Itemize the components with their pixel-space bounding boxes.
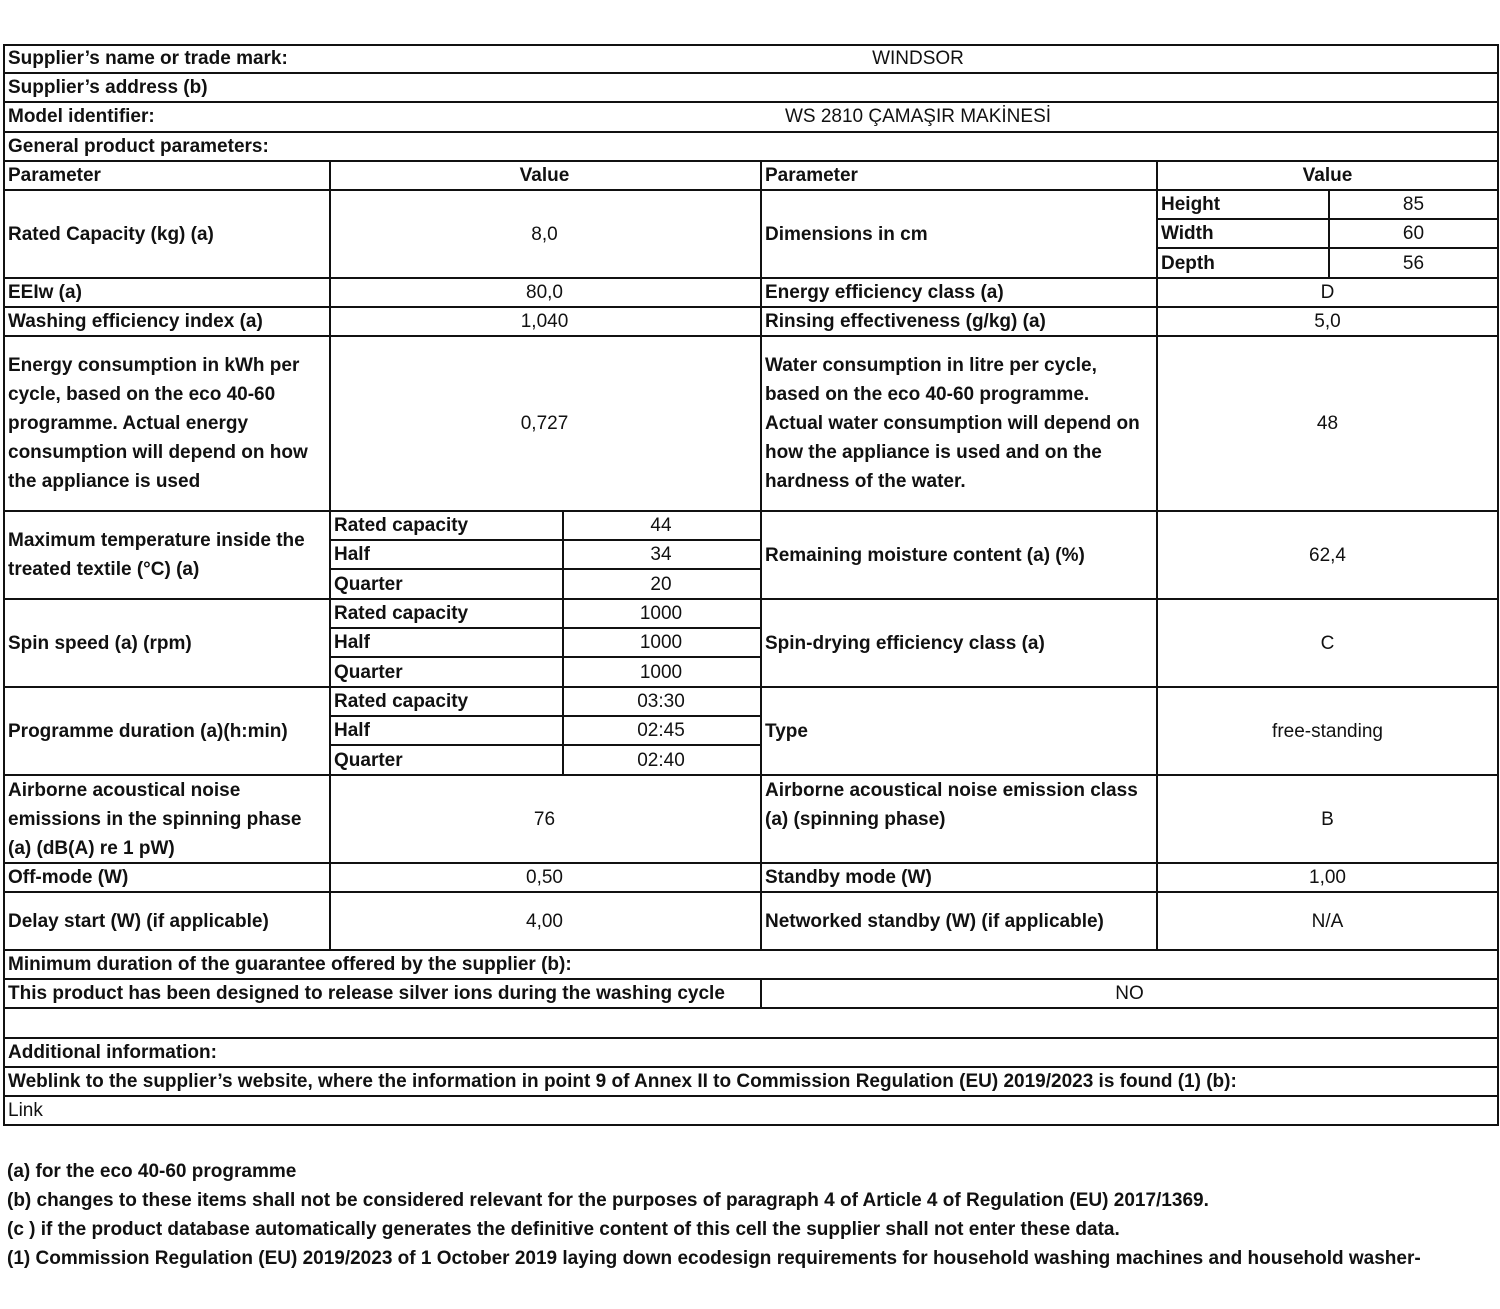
grid-line: [329, 160, 331, 951]
grid-line: [3, 1124, 1499, 1126]
grid-line: [329, 744, 760, 746]
spin-class-label: Spin-drying efficiency class (a): [765, 632, 1045, 654]
washing-index-label: Washing efficiency index (a): [8, 311, 263, 332]
water-consumption-value: 48: [1316, 413, 1339, 434]
duration-quarter-label: Quarter: [334, 749, 403, 771]
model-identifier-label: Model identifier:: [8, 106, 155, 127]
spin-quarter-label: Quarter: [334, 661, 403, 683]
grid-line: [3, 891, 1499, 893]
networked-value: N/A: [1311, 910, 1344, 932]
duration-quarter-value: 02:40: [637, 749, 685, 771]
grid-line: [329, 656, 760, 658]
grid-line: [3, 978, 1499, 980]
grid-line: [3, 44, 1499, 46]
max-temp-quarter-value: 20: [650, 573, 672, 595]
energy-consumption-label: Energy consumption in kWh per cycle, based on the eco 40-60 programme. Actual energy consumption will depend on how the appliance is used: [8, 355, 308, 492]
duration-rated-value: 03:30: [637, 691, 685, 712]
footnote-c: (c ) if the product database automatically generates the definitive content of this cell the supplier shall not enter these data.: [7, 1219, 1120, 1240]
weblink-label: Weblink to the supplier’s website, where the information in point 9 of Annex II to Commission Regulation (EU) 2019/2023 is found (1) (b):: [8, 1071, 1237, 1092]
standby-label: Standby mode (W): [765, 867, 932, 888]
footnotes: [7, 1157, 1487, 1273]
energy-class-label: Energy efficiency class (a): [765, 282, 1004, 303]
width-value: 60: [1402, 223, 1425, 244]
grid-line: [329, 715, 760, 717]
grid-line: [760, 160, 762, 951]
grid-line: [3, 160, 1499, 162]
water-consumption-label: Water consumption in litre per cycle, based on the eco 40-60 programme. Actual water consumption will depend on how the appliance is used and on the hardness of the water.: [765, 355, 1140, 492]
grid-line: [3, 949, 1499, 951]
spin-rated-value: 1000: [639, 603, 683, 624]
spin-quarter-value: 1000: [639, 661, 683, 683]
rinsing-value: 5,0: [1314, 311, 1341, 332]
header-parameter-right: Parameter: [765, 165, 858, 186]
rated-capacity-value: 8,0: [531, 223, 558, 245]
footnote-a: (a) for the eco 40-60 programme: [7, 1161, 297, 1182]
spin-class-value: C: [1320, 632, 1335, 654]
width-label: Width: [1161, 223, 1214, 244]
duration-half-value: 02:45: [637, 720, 685, 741]
max-temp-half-label: Half: [334, 544, 370, 565]
footnote-b: (b) changes to these items shall not be considered relevant for the purposes of paragraph 4 of Article 4 of Regulation (EU) 2017/1369.: [7, 1190, 1209, 1211]
grid-line: [3, 335, 1499, 337]
general-params-label: General product parameters:: [8, 136, 269, 157]
grid-line: [3, 1095, 1499, 1097]
depth-label: Depth: [1161, 252, 1215, 274]
eeiw-value: 80,0: [526, 282, 563, 303]
washing-index-value: 1,040: [520, 311, 569, 332]
silver-ions-value: NO: [1115, 983, 1144, 1004]
header-parameter-left: Parameter: [8, 165, 101, 186]
grid-line: [329, 627, 760, 629]
supplier-address-label: Supplier’s address (b): [8, 77, 208, 98]
grid-line: [3, 72, 1499, 74]
spin-speed-label: Spin speed (a) (rpm): [8, 632, 192, 654]
grid-line: [3, 686, 1499, 688]
additional-info-label: Additional information:: [8, 1042, 217, 1063]
grid-line: [3, 862, 1499, 864]
grid-line: [562, 510, 564, 776]
grid-line: [329, 568, 760, 570]
grid-line: [3, 101, 1499, 103]
model-identifier-value: WS 2810 ÇAMAŞIR MAKİNESİ: [784, 106, 1052, 127]
supplier-website-link[interactable]: Link: [8, 1100, 43, 1121]
rated-capacity-label: Rated Capacity (kg) (a): [8, 223, 214, 245]
height-label: Height: [1161, 194, 1221, 215]
supplier-name-value: WINDSOR: [872, 48, 964, 69]
footnote-1: (1) Commission Regulation (EU) 2019/2023 of 1 October 2019 laying down ecodesign requirements for household washing machines and household washer-: [7, 1248, 1421, 1269]
duration-rated-label: Rated capacity: [334, 691, 469, 712]
grid-line: [1497, 44, 1499, 1126]
type-value: free-standing: [1272, 720, 1383, 742]
standby-value: 1,00: [1309, 867, 1346, 888]
grid-line: [1328, 189, 1330, 279]
height-value: 85: [1402, 194, 1425, 215]
grid-line: [1156, 160, 1158, 951]
product-information-sheet: [3, 44, 1499, 1126]
grid-line: [3, 774, 1499, 776]
noise-class-value: B: [1321, 808, 1334, 830]
max-temp-half-value: 34: [650, 544, 672, 565]
max-temp-quarter-label: Quarter: [334, 573, 403, 595]
noise-label: Airborne acoustical noise emissions in the spinning phase (a) (dB(A) re 1 pW): [8, 779, 302, 859]
grid-line: [3, 189, 1499, 191]
grid-line: [3, 598, 1499, 600]
duration-label: Programme duration (a)(h:min): [8, 720, 288, 742]
spin-rated-label: Rated capacity: [334, 603, 469, 624]
moisture-value: 62,4: [1309, 544, 1346, 566]
grid-line: [3, 44, 5, 1126]
noise-value: 76: [533, 808, 556, 830]
eeiw-label: EEIw (a): [8, 282, 82, 303]
grid-line: [760, 978, 762, 1009]
max-temp-label: Maximum temperature inside the treated textile (°C) (a): [8, 530, 305, 580]
spin-half-label: Half: [334, 632, 370, 653]
rinsing-label: Rinsing effectiveness (g/kg) (a): [765, 311, 1046, 332]
supplier-name-label: Supplier’s name or trade mark:: [8, 48, 288, 69]
grid-line: [3, 306, 1499, 308]
noise-class-label: Airborne acoustical noise emission class (a) (spinning phase): [765, 780, 1138, 830]
max-temp-rated-label: Rated capacity: [334, 515, 469, 536]
energy-consumption-value: 0,727: [520, 413, 569, 434]
grid-line: [3, 1037, 1499, 1039]
type-label: Type: [765, 720, 808, 742]
header-value-right: Value: [1302, 165, 1353, 186]
grid-line: [329, 539, 760, 541]
header-value-left: Value: [519, 165, 570, 186]
networked-label: Networked standby (W) (if applicable): [765, 910, 1104, 932]
dimensions-label: Dimensions in cm: [765, 223, 928, 245]
grid-line: [3, 1066, 1499, 1068]
offmode-value: 0,50: [526, 867, 563, 888]
grid-line: [3, 131, 1499, 133]
delay-label: Delay start (W) (if applicable): [8, 910, 269, 932]
duration-half-label: Half: [334, 720, 370, 741]
grid-line: [3, 277, 1499, 279]
guarantee-label: Minimum duration of the guarantee offered by the supplier (b):: [8, 954, 572, 975]
silver-ions-label: This product has been designed to release silver ions during the washing cycle: [8, 983, 725, 1004]
offmode-label: Off-mode (W): [8, 867, 129, 888]
moisture-label: Remaining moisture content (a) (%): [765, 544, 1085, 566]
delay-value: 4,00: [526, 910, 563, 932]
grid-line: [3, 510, 1499, 512]
max-temp-rated-value: 44: [650, 515, 672, 536]
spin-half-value: 1000: [639, 632, 683, 653]
depth-value: 56: [1402, 252, 1425, 274]
energy-class-value: D: [1320, 282, 1335, 303]
grid-line: [3, 1007, 1499, 1009]
